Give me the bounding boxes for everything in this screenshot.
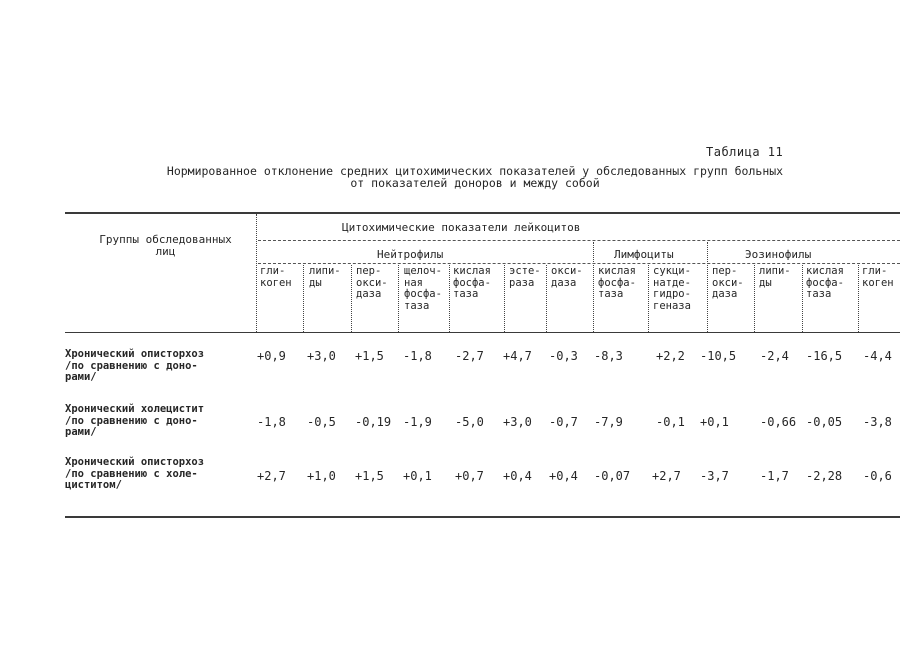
col-neutrophil-oxidase: окси- даза xyxy=(551,265,583,289)
table-cell: +0,1 xyxy=(700,415,729,429)
group-column-header xyxy=(78,234,253,258)
column-separator xyxy=(398,265,399,332)
table-cell: -4,4 xyxy=(863,349,892,363)
row-label: Хронический описторхоз /по сравнению с доно- рами/ xyxy=(65,348,205,383)
table-cell: -16,5 xyxy=(806,349,843,363)
col-eosinophil-peroxidase: пер- окси- даза xyxy=(712,265,744,300)
table-cell: -1,9 xyxy=(403,415,432,429)
table-cell: -0,6 xyxy=(863,469,892,483)
table-cell: -8,3 xyxy=(594,349,623,363)
table-cell: +1,5 xyxy=(355,349,384,363)
group-separator xyxy=(256,214,257,332)
table-caption-line-1: Нормированное отклонение средних цитохимических показателей у обследованных групп больных xyxy=(166,164,784,178)
table-cell: -1,8 xyxy=(257,415,286,429)
table-cell: -0,05 xyxy=(806,415,843,429)
column-separator xyxy=(546,265,547,332)
col-eosinophil-lipids: липи- ды xyxy=(759,265,791,289)
neutrophils-header: Нейтрофилы xyxy=(377,248,444,261)
column-separator xyxy=(754,265,755,332)
row-label: Хронический описторхоз /по сравнению с холе- циститом/ xyxy=(65,456,205,491)
table-cell: +1,0 xyxy=(307,469,336,483)
table-cell: -1,8 xyxy=(403,349,432,363)
table-cell: +4,7 xyxy=(503,349,532,363)
table-cell: +2,7 xyxy=(652,469,681,483)
table-cell: +0,7 xyxy=(455,469,484,483)
table-cell: -0,3 xyxy=(549,349,578,363)
table-cell: -5,0 xyxy=(455,415,484,429)
table-cell: -0,1 xyxy=(656,415,685,429)
group-header-line: Группы обследованных xyxy=(99,233,232,246)
lymphocytes-header: Лимфоциты xyxy=(614,248,674,261)
col-neutrophil-peroxidase: пер- окси- даза xyxy=(356,265,388,300)
table-cell: +0,4 xyxy=(503,469,532,483)
header-divider xyxy=(258,240,900,241)
main-header: Цитохимические показатели лейкоцитов xyxy=(342,221,581,234)
row-label: Хронический холецистит /по сравнению с доно- рами/ xyxy=(65,403,205,438)
col-neutrophil-esterase: эсте- раза xyxy=(509,265,541,289)
table-number: Таблица 11 xyxy=(706,145,784,159)
col-lymphocyte-succinate-dehydrogenase: сукци- натде- гидро- геназа xyxy=(653,265,691,312)
table-cell: -3,8 xyxy=(863,415,892,429)
table-cell: -0,5 xyxy=(307,415,336,429)
col-neutrophil-alkaline-phosphatase: щелоч- ная фосфа- таза xyxy=(404,265,442,312)
table-cell: -1,7 xyxy=(760,469,789,483)
eosinophils-header: Эозинофилы xyxy=(745,248,812,261)
table-cell: +3,0 xyxy=(307,349,336,363)
col-neutrophil-lipids: липи- ды xyxy=(309,265,341,289)
table-cell: -2,28 xyxy=(806,469,843,483)
eosinophils-separator xyxy=(707,242,708,332)
table-cell: +2,2 xyxy=(656,349,685,363)
column-separator xyxy=(858,265,859,332)
subheader-divider xyxy=(258,263,900,264)
header-bottom-rule xyxy=(65,332,900,333)
table-cell: -7,9 xyxy=(594,415,623,429)
table-top-rule xyxy=(65,212,900,214)
table-bottom-rule xyxy=(65,516,900,518)
table-cell: -0,7 xyxy=(549,415,578,429)
table-cell: -0,66 xyxy=(760,415,797,429)
col-neutrophil-acid-phosphatase: кислая фосфа- таза xyxy=(453,265,491,300)
table-cell: +0,1 xyxy=(403,469,432,483)
column-separator xyxy=(351,265,352,332)
column-separator xyxy=(449,265,450,332)
column-separator xyxy=(802,265,803,332)
table-cell: +3,0 xyxy=(503,415,532,429)
table-cell: +0,9 xyxy=(257,349,286,363)
table-cell: -0,07 xyxy=(594,469,631,483)
column-separator xyxy=(648,265,649,332)
table-cell: -10,5 xyxy=(700,349,737,363)
table-cell: -3,7 xyxy=(700,469,729,483)
table-cell: -2,7 xyxy=(455,349,484,363)
col-eosinophil-acid-phosphatase: кислая фосфа- таза xyxy=(806,265,844,300)
column-separator xyxy=(504,265,505,332)
col-eosinophil-glycogen: гли- коген xyxy=(862,265,894,289)
lymphocytes-separator xyxy=(593,242,594,332)
group-header-line: лиц xyxy=(155,245,176,258)
col-neutrophil-glycogen: гли- коген xyxy=(260,265,292,289)
table-cell: -2,4 xyxy=(760,349,789,363)
column-separator xyxy=(303,265,304,332)
table-cell: +1,5 xyxy=(355,469,384,483)
table-caption-line-2: от показателей доноров и между собой xyxy=(350,176,600,190)
col-lymphocyte-acid-phosphatase: кислая фосфа- таза xyxy=(598,265,636,300)
table-cell: +2,7 xyxy=(257,469,286,483)
table-cell: +0,4 xyxy=(549,469,578,483)
table-cell: -0,19 xyxy=(355,415,392,429)
